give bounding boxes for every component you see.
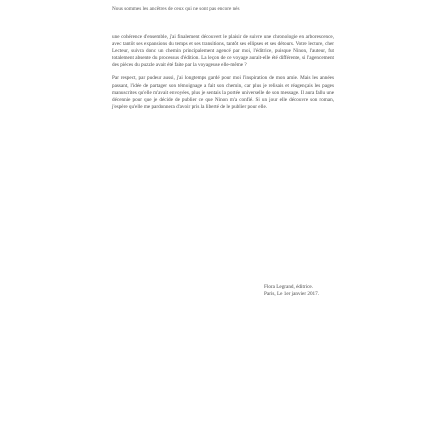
page-header — [0, 0, 448, 26]
signature-place-date: Paris, Le 1er janvier 2017. — [264, 291, 320, 297]
paragraph-2: Par respect, par pudeur aussi, j'ai longtemps gardé pour moi l'inspiration de mon amie. Mais les années passant, l'idée de partager son témoignage a fait son chemin, car plus je relisais et réagençais les pages manuscrites qu'elle m'avait envoyées, plus je sentais la portée universelle de son message. Il aura fallu une décennie pour que je décide de publier ce que Ninon m'a confié. Si un jour elle découvre son roman, j'espère qu'elle me pardonnera d'avoir pris la liberté de le publier pour elle. — [112, 75, 334, 110]
signature-block — [264, 284, 394, 298]
page-body — [112, 34, 334, 117]
running-head: Nous sommes les ancêtres de ceux qui ne sont pas encore nés — [112, 6, 240, 12]
signature-name: Flora Legrand, éditrice. — [264, 284, 313, 290]
paragraph-1: une cohérence d'ensemble, j'ai finalement découvert le plaisir de suivre une chronologie en arborescence, avec tantôt ses expansions du temps et ses transitions, tantôt ses ellipses et ses détours. Votre lecture, cher Lecteur, suivra donc un chemin principalement agencé par moi, l'éditrice, puisque Ninon, l'auteur, fut totalement absente du processus d'édition. La leçon de ce voyage aurait-elle été différente, si l'agencement des pièces du puzzle avait été faite par la voyageuse elle-même ? — [112, 34, 334, 69]
